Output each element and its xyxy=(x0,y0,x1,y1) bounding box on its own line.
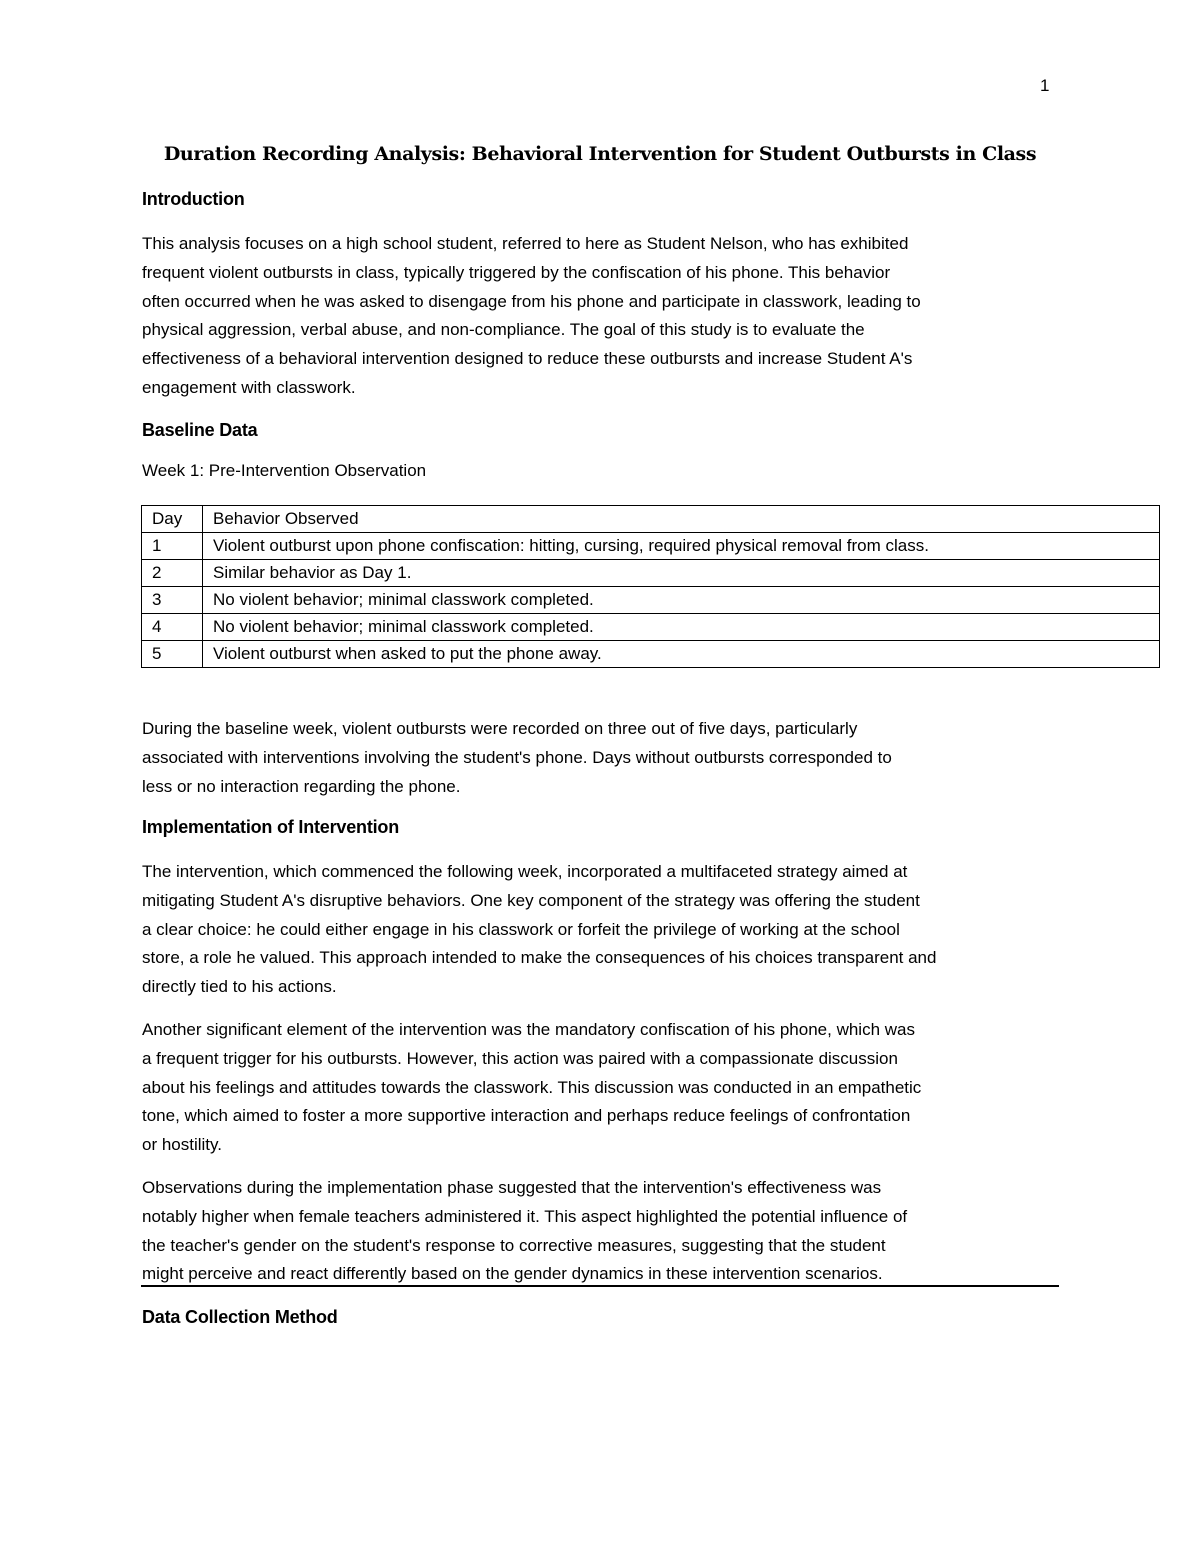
paragraph-line: effectiveness of a behavioral intervention designed to reduce these outbursts and increase Student A's xyxy=(142,349,913,369)
table-cell-behavior: Violent outburst when asked to put the phone away. xyxy=(203,641,1160,668)
table-cell-day: 3 xyxy=(142,587,203,614)
paragraph-line: tone, which aimed to foster a more supportive interaction and perhaps reduce feelings of confrontation xyxy=(142,1106,911,1126)
paragraph-line: The intervention, which commenced the following week, incorporated a multifaceted strategy aimed at xyxy=(142,862,908,881)
baseline-heading: Baseline Data xyxy=(142,420,258,440)
paragraph-line: notably higher when female teachers administered it. This aspect highlighted the potential influence of xyxy=(142,1206,908,1226)
table-row xyxy=(142,614,1160,641)
paragraph-line: or hostility. xyxy=(142,1135,222,1155)
introduction-heading: Introduction xyxy=(142,189,245,209)
baseline-subcaption: Week 1: Pre-Intervention Observation xyxy=(142,461,427,480)
paragraph-line: Another significant element of the intervention was the mandatory confiscation of his phone, which was xyxy=(142,1020,915,1039)
paragraph-line: directly tied to his actions. xyxy=(142,977,337,997)
table-row xyxy=(142,533,1160,560)
paragraph-line: store, a role he valued. This approach intended to make the consequences of his choices transparent and xyxy=(142,948,937,968)
implementation-paragraph-2 xyxy=(142,1016,1067,1160)
table-cell-day: 1 xyxy=(142,533,203,560)
observation-table xyxy=(141,505,1160,668)
table-cell-behavior: No violent behavior; minimal classwork completed. xyxy=(203,587,1160,614)
paragraph-line: less or no interaction regarding the phone. xyxy=(142,776,461,796)
baseline-summary-paragraph xyxy=(142,715,1067,801)
paragraph-line: During the baseline week, violent outbursts were recorded on three out of five days, particularly xyxy=(142,719,858,738)
paragraph-line: a frequent trigger for his outbursts. However, this action was paired with a compassionate discussion xyxy=(142,1048,898,1068)
paragraph-line: physical aggression, verbal abuse, and non-compliance. The goal of this study is to evaluate the xyxy=(142,320,865,340)
implementation-paragraph-1 xyxy=(142,858,1067,1002)
paragraph-line: Observations during the implementation phase suggested that the intervention's effectiveness was xyxy=(142,1178,882,1197)
table-row xyxy=(142,560,1160,587)
paragraph-line: associated with interventions involving the student's phone. Days without outbursts corresponded to xyxy=(142,747,892,767)
table-header-row xyxy=(142,506,1160,533)
table-cell-day: 5 xyxy=(142,641,203,668)
implementation-heading: Implementation of Intervention xyxy=(142,817,400,837)
paragraph-line: This analysis focuses on a high school student, referred to here as Student Nelson, who has exhibited xyxy=(142,234,909,253)
horizontal-rule xyxy=(141,1285,1059,1287)
paragraph-line: the teacher's gender on the student's response to corrective measures, suggesting that the student xyxy=(142,1235,886,1255)
implementation-paragraph-3 xyxy=(142,1174,1067,1289)
paragraph-line: engagement with classwork. xyxy=(142,377,356,397)
table-cell-behavior: Similar behavior as Day 1. xyxy=(203,560,1160,587)
document-title: Duration Recording Analysis: Behavioral Intervention for Student Outbursts in Class xyxy=(163,143,1037,165)
paragraph-line: about his feelings and attitudes towards the classwork. This discussion was conducted in an empathetic xyxy=(142,1077,922,1097)
table-row xyxy=(142,641,1160,668)
table-header-day: Day xyxy=(142,506,203,533)
table-header-behavior: Behavior Observed xyxy=(203,506,1160,533)
paragraph-line: frequent violent outbursts in class, typically triggered by the confiscation of his phone. This behavior xyxy=(142,262,891,282)
table-cell-behavior: Violent outburst upon phone confiscation: hitting, cursing, required physical removal from class. xyxy=(203,533,1160,560)
page-number: 1 xyxy=(1040,76,1050,95)
paragraph-line: often occurred when he was asked to disengage from his phone and participate in classwork, leading to xyxy=(142,291,921,311)
table-row xyxy=(142,587,1160,614)
paragraph-line: mitigating Student A's disruptive behaviors. One key component of the strategy was offering the student xyxy=(142,890,920,910)
table-cell-day: 2 xyxy=(142,560,203,587)
data-collection-heading: Data Collection Method xyxy=(142,1307,338,1327)
paragraph-line: a clear choice: he could either engage in his classwork or forfeit the privilege of working at the school xyxy=(142,919,900,939)
table-cell-day: 4 xyxy=(142,614,203,641)
introduction-paragraph xyxy=(142,230,1067,403)
table-cell-behavior: No violent behavior; minimal classwork completed. xyxy=(203,614,1160,641)
paragraph-line: might perceive and react differently based on the gender dynamics in these intervention scenarios. xyxy=(142,1264,883,1284)
